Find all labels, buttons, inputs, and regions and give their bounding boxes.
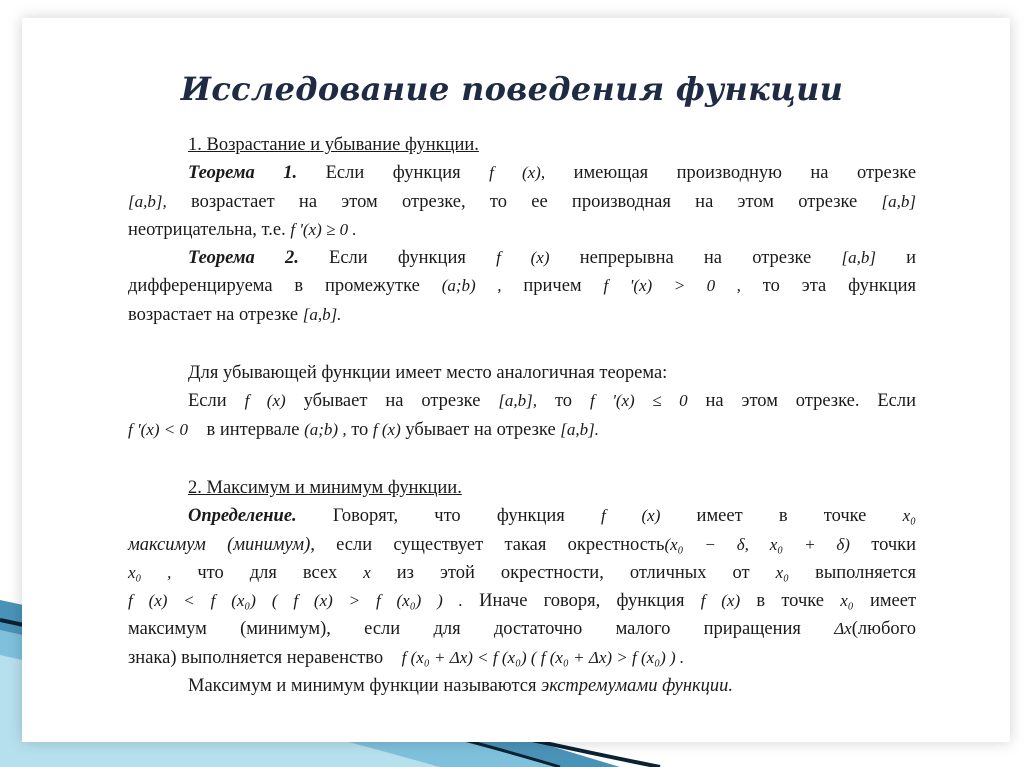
decreasing-line-1: Если f (x) убывает на отрезке [a,b], то f '(x) ≤ 0 на этом отрезке. Если: [188, 391, 917, 412]
theorem-1-line-1: Теорема 1. Если функция f (x), имеющая производную на отрезке: [188, 163, 917, 184]
definition-line-4: f (x) < f (x₀) ( f (x) > f (x₀) ) . Иначе говоря, функция f (x) в точке x₀ имеет: [128, 591, 917, 612]
decreasing-intro: Для убывающей функции имеет место аналогичная теорема:: [188, 363, 668, 384]
theorem-1-line-3: неотрицательна, т.е. f '(x) ≥ 0 .: [128, 219, 357, 240]
definition-line-3: x₀ , что для всех x из этой окрестности, отличных от x₀ выполняется: [128, 562, 917, 583]
theorem-2-line-2: дифференцируема в промежутке (a;b) , причем f '(x) > 0 , то эта функция: [128, 276, 917, 297]
definition-line-6: знака) выполняется неравенство f (x₀ + Δx) < f (x₀) ( f (x₀ + Δx) > f (x₀) ) .: [128, 647, 685, 668]
theorem-2-line-1: Теорема 2. Если функция f (x) непрерывна на отрезке [a,b] и: [188, 248, 917, 269]
decreasing-line-2: f '(x) < 0 в интервале (a;b) , то f (x) убывает на отрезке [a,b].: [128, 419, 600, 440]
section-2-heading: 2. Максимум и минимум функции.: [188, 477, 462, 498]
slide-title: Исследование поведения функции: [180, 70, 844, 108]
slide-body: [128, 131, 916, 700]
definition-line-2: максимум (минимум), если существует такая окрестность(x₀ − δ, x₀ + δ) точки: [128, 534, 917, 555]
theorem-2-line-3: возрастает на отрезке [a,b].: [128, 304, 342, 325]
section-1-heading: 1. Возрастание и убывание функции.: [188, 135, 479, 155]
extremum-line: Максимум и минимум функции называются экстремумами функции.: [188, 676, 734, 697]
theorem-1-line-2: [a,b], возрастает на этом отрезке, то ее производная на этом отрезке [a,b]: [128, 191, 916, 212]
definition-line-5: максимум (минимум), если для достаточно малого приращения Δx(любого: [128, 619, 916, 640]
definition-line-1: Определение. Говорят, что функция f (x) имеет в точке x₀: [188, 506, 917, 527]
